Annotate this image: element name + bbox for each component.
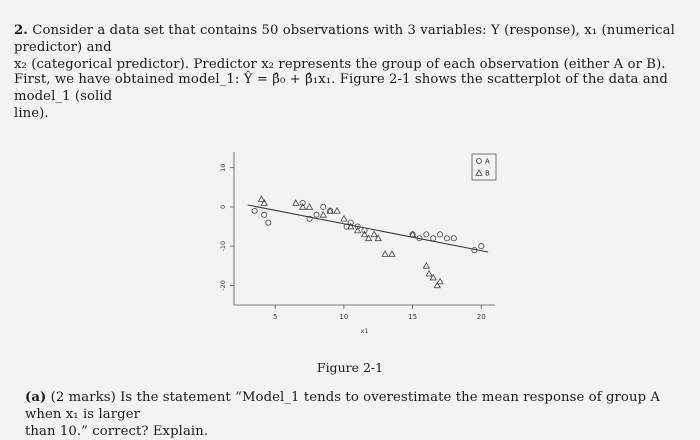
question-number: 2.	[14, 23, 28, 38]
point-group-b	[307, 204, 313, 209]
point-group-a	[431, 236, 436, 241]
point-group-b	[430, 275, 436, 280]
y-tick-label: -20	[219, 280, 227, 291]
y-tick-label: 0	[219, 204, 227, 209]
point-group-a	[424, 232, 429, 237]
x-tick-label: 10	[339, 313, 349, 321]
x-tick-label: 20	[476, 313, 486, 321]
point-group-a	[362, 228, 367, 233]
point-group-b	[410, 231, 416, 236]
legend-box	[472, 154, 496, 180]
point-group-b	[375, 235, 381, 240]
point-group-b	[341, 216, 347, 221]
point-group-a	[262, 212, 267, 217]
x-tick-label: 5	[272, 313, 278, 321]
legend-marker-b	[476, 170, 482, 175]
point-group-a	[444, 236, 449, 241]
point-group-b	[426, 271, 432, 276]
part-a-line-2: than 10.” correct? Explain.	[25, 424, 209, 439]
point-group-b	[334, 208, 340, 213]
point-group-b	[434, 282, 440, 287]
part-a-text	[25, 389, 690, 440]
point-group-a	[479, 244, 484, 249]
point-group-a	[321, 204, 326, 209]
fitted-line	[248, 205, 488, 252]
point-group-b	[320, 212, 326, 217]
point-group-b	[261, 200, 267, 205]
point-group-b	[327, 208, 333, 213]
point-group-a	[300, 200, 305, 205]
model-line-1: First, we have obtained model_1: Ŷ = β̂₀ + β̂₁x₁. Figure 2-1 shows the scatterplot of the data and model_1 (solid	[14, 72, 668, 104]
part-a-label: (a)	[25, 390, 47, 405]
question-line-1: Consider a data set that contains 50 observations with 3 variables: Y (response), x₁ (numerical predictor) and	[14, 23, 675, 55]
point-group-b	[371, 231, 377, 236]
point-group-b	[366, 235, 372, 240]
x-tick-label: 15	[408, 313, 418, 321]
x-axis-label: x1	[360, 327, 369, 335]
y-tick-label: -10	[219, 240, 227, 252]
point-group-a	[314, 212, 319, 217]
legend-label-b: B	[485, 169, 490, 178]
point-group-b	[389, 251, 395, 256]
question-text	[14, 22, 692, 73]
model-description	[14, 71, 692, 122]
point-group-a	[451, 236, 456, 241]
part-a-marks: (2 marks)	[50, 390, 116, 405]
legend-marker-a	[476, 158, 481, 163]
figure-caption: Figure 2-1	[316, 360, 384, 375]
part-a-line-1: Is the statement “Model_1 tends to overestimate the mean response of group A when x₁ is larger	[25, 390, 661, 422]
question-line-2: x₂ (categorical predictor). Predictor x₂ represents the group of each observation (either A or B).	[14, 57, 666, 72]
point-group-a	[252, 208, 257, 213]
point-group-b	[423, 263, 429, 268]
scatterplot-figure	[190, 140, 510, 345]
point-group-a	[437, 232, 442, 237]
y-tick-label: 10	[219, 163, 227, 172]
model-line-2: line).	[14, 106, 49, 121]
legend-label-a: A	[485, 157, 490, 166]
scatterplot-svg	[190, 140, 510, 345]
point-group-a	[266, 220, 271, 225]
point-group-b	[382, 251, 388, 256]
point-group-b	[293, 200, 299, 205]
point-group-a	[348, 220, 353, 225]
